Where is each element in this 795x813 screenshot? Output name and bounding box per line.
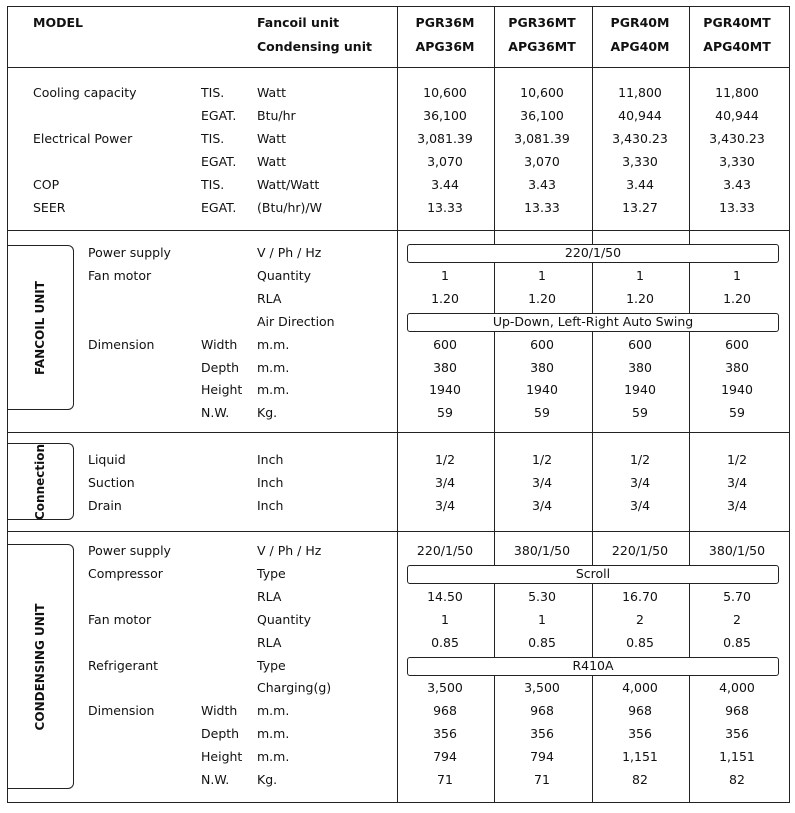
value-cell: 5.30 — [528, 588, 556, 604]
condensing-model-name: APG40MT — [703, 39, 771, 54]
row-unit: RLA — [257, 634, 282, 650]
value-cell: 1,151 — [719, 749, 755, 765]
row-unit: Type — [257, 657, 286, 673]
value-cell: 380 — [530, 359, 554, 375]
column-divider — [494, 6, 495, 803]
value-cell: 968 — [433, 703, 457, 719]
value-cell: 380/1/50 — [708, 543, 766, 558]
row-unit: Type — [257, 565, 286, 581]
value-cell: 4,000 — [719, 680, 755, 696]
row-unit: Kg. — [257, 772, 278, 787]
value-cell: 1/2 — [531, 452, 553, 467]
value-cell: 3,070 — [427, 153, 463, 169]
value-cell: 3,070 — [524, 153, 560, 169]
column-divider — [592, 6, 593, 803]
value-cell: 380/1/50 — [513, 543, 571, 558]
value-cell: 2 — [636, 611, 644, 627]
fancoil-model-name: PGR40M — [610, 15, 670, 30]
value-cell: 13.27 — [622, 199, 658, 215]
row-label: SEER — [33, 199, 66, 215]
value-cell: 356 — [725, 726, 749, 742]
row-label: Dimension — [88, 703, 155, 719]
value-cell: 3/4 — [434, 497, 456, 513]
row-unit: V / Ph / Hz — [257, 543, 322, 558]
value-cell: 1.20 — [431, 290, 459, 306]
row-sublabel: N.W. — [201, 772, 230, 787]
row-unit: Inch — [257, 452, 284, 467]
row-label: Cooling capacity — [33, 85, 137, 100]
condensing-unit-header: Condensing unit — [257, 39, 372, 54]
value-cell: 40,944 — [618, 107, 662, 123]
value-cell: 600 — [725, 336, 749, 352]
row-unit: Watt/Watt — [257, 176, 320, 192]
value-cell: 3.44 — [626, 176, 654, 192]
value-cell: 356 — [433, 726, 457, 742]
merged-value-cell: R410A — [407, 657, 779, 676]
connection-label-text: Connection — [33, 443, 47, 520]
value-cell: 3,430.23 — [709, 130, 765, 146]
column-divider — [397, 6, 398, 803]
value-cell: 0.85 — [431, 634, 459, 650]
value-cell: 1.20 — [723, 290, 751, 306]
row-sublabel: N.W. — [201, 405, 230, 421]
value-cell: 11,800 — [618, 85, 662, 100]
value-cell: 3.44 — [431, 176, 459, 192]
header-divider — [7, 67, 790, 68]
value-cell: 220/1/50 — [611, 543, 669, 558]
value-cell: 968 — [628, 703, 652, 719]
value-cell: 0.85 — [723, 634, 751, 650]
row-unit: Inch — [257, 474, 284, 490]
row-unit: (Btu/hr)/W — [257, 199, 322, 215]
row-unit: Quantity — [257, 611, 312, 627]
value-cell: 1 — [733, 267, 741, 283]
value-cell: 3/4 — [629, 474, 651, 490]
row-label: Power supply — [88, 245, 171, 260]
row-label: Electrical Power — [33, 130, 133, 146]
value-cell: 82 — [632, 772, 648, 787]
row-unit: m.m. — [257, 336, 290, 352]
row-sublabel: Height — [201, 749, 243, 765]
value-cell: 794 — [433, 749, 457, 765]
value-cell: 1/2 — [434, 452, 456, 467]
condensing-model-name: APG36MT — [508, 39, 576, 54]
value-cell: 3/4 — [629, 497, 651, 513]
value-cell: 3,081.39 — [417, 130, 473, 146]
row-unit: Btu/hr — [257, 107, 296, 123]
value-cell: 36,100 — [520, 107, 564, 123]
value-cell: 59 — [437, 405, 453, 421]
value-cell: 1.20 — [626, 290, 654, 306]
value-cell: 3/4 — [726, 474, 748, 490]
value-cell: 380 — [433, 359, 457, 375]
value-cell: 794 — [530, 749, 554, 765]
row-label: Suction — [88, 474, 135, 490]
value-cell: 1.20 — [528, 290, 556, 306]
value-cell: 356 — [530, 726, 554, 742]
merged-value-cell: Up-Down, Left-Right Auto Swing — [407, 313, 779, 332]
value-cell: 13.33 — [524, 199, 560, 215]
value-cell: 3.43 — [723, 176, 751, 192]
value-cell: 1 — [636, 267, 644, 283]
value-cell: 1 — [538, 267, 546, 283]
value-cell: 13.33 — [427, 199, 463, 215]
value-cell: 968 — [530, 703, 554, 719]
value-cell: 1/2 — [629, 452, 651, 467]
value-cell: 356 — [628, 726, 652, 742]
value-cell: 2 — [733, 611, 741, 627]
value-cell: 82 — [729, 772, 745, 787]
value-cell: 16.70 — [622, 588, 658, 604]
value-cell: 0.85 — [626, 634, 654, 650]
value-cell: 40,944 — [715, 107, 759, 123]
condensing-model-name: APG40M — [610, 39, 670, 54]
row-label: Refrigerant — [88, 657, 159, 673]
row-unit: Watt — [257, 153, 287, 169]
condensing-unit-label-text: CONDENSING UNIT — [33, 603, 47, 730]
row-label: Fan motor — [88, 611, 152, 627]
row-standard: EGAT. — [201, 107, 237, 123]
row-label: Compressor — [88, 565, 163, 581]
row-unit: V / Ph / Hz — [257, 245, 322, 260]
value-cell: 3/4 — [434, 474, 456, 490]
general-divider — [7, 230, 790, 231]
row-unit: m.m. — [257, 749, 290, 765]
value-cell: 10,600 — [520, 85, 564, 100]
row-unit: m.m. — [257, 703, 290, 719]
row-unit: m.m. — [257, 726, 290, 742]
fancoil-divider — [7, 432, 790, 433]
connection-label — [7, 443, 74, 520]
row-unit: RLA — [257, 290, 282, 306]
value-cell: 600 — [628, 336, 652, 352]
connection-divider — [7, 531, 790, 532]
row-unit: m.m. — [257, 359, 290, 375]
row-standard: TIS. — [201, 176, 225, 192]
value-cell: 14.50 — [427, 588, 463, 604]
value-cell: 59 — [729, 405, 745, 421]
fancoil-unit-header: Fancoil unit — [257, 15, 340, 30]
row-unit: Inch — [257, 497, 284, 513]
value-cell: 380 — [725, 359, 749, 375]
value-cell: 1 — [538, 611, 546, 627]
row-label: COP — [33, 176, 60, 192]
merged-value-cell: Scroll — [407, 565, 779, 584]
value-cell: 59 — [534, 405, 550, 421]
value-cell: 1 — [441, 267, 449, 283]
fancoil-model-name: PGR40MT — [703, 15, 771, 30]
value-cell: 3,081.39 — [514, 130, 570, 146]
row-sublabel: Width — [201, 336, 238, 352]
row-standard: EGAT. — [201, 199, 237, 215]
merged-value-cell: 220/1/50 — [407, 244, 779, 263]
value-cell: 1,151 — [622, 749, 658, 765]
row-label: Drain — [88, 497, 122, 513]
value-cell: 600 — [433, 336, 457, 352]
value-cell: 71 — [534, 772, 550, 787]
value-cell: 1 — [441, 611, 449, 627]
value-cell: 3/4 — [531, 497, 553, 513]
value-cell: 5.70 — [723, 588, 751, 604]
value-cell: 3.43 — [528, 176, 556, 192]
value-cell: 3/4 — [726, 497, 748, 513]
row-unit: Watt — [257, 85, 287, 100]
row-label: Power supply — [88, 543, 171, 558]
value-cell: 3,500 — [427, 680, 463, 696]
fancoil-unit-label-text: FANCOIL UNIT — [33, 280, 47, 375]
value-cell: 3/4 — [531, 474, 553, 490]
row-standard: EGAT. — [201, 153, 237, 169]
row-standard: TIS. — [201, 85, 225, 100]
value-cell: 4,000 — [622, 680, 658, 696]
value-cell: 10,600 — [423, 85, 467, 100]
value-cell: 1940 — [624, 382, 656, 398]
value-cell: 1940 — [429, 382, 461, 398]
value-cell: 1940 — [526, 382, 558, 398]
condensing-unit-label — [7, 544, 74, 789]
row-sublabel: Height — [201, 382, 243, 398]
fancoil-model-name: PGR36M — [415, 15, 475, 30]
value-cell: 36,100 — [423, 107, 467, 123]
row-standard: TIS. — [201, 130, 225, 146]
row-unit: Charging(g) — [257, 680, 332, 696]
value-cell: 1940 — [721, 382, 753, 398]
row-sublabel: Width — [201, 703, 238, 719]
value-cell: 600 — [530, 336, 554, 352]
row-label: Fan motor — [88, 267, 152, 283]
value-cell: 3,330 — [719, 153, 755, 169]
value-cell: 1/2 — [726, 452, 748, 467]
row-unit: Watt — [257, 130, 287, 146]
value-cell: 968 — [725, 703, 749, 719]
row-unit: Air Direction — [257, 313, 335, 329]
value-cell: 0.85 — [528, 634, 556, 650]
value-cell: 380 — [628, 359, 652, 375]
row-unit: m.m. — [257, 382, 290, 398]
row-label: Liquid — [88, 452, 126, 467]
model-header: MODEL — [33, 15, 83, 30]
condensing-model-name: APG36M — [415, 39, 475, 54]
value-cell: 3,500 — [524, 680, 560, 696]
row-unit: Kg. — [257, 405, 278, 421]
value-cell: 71 — [437, 772, 453, 787]
column-divider — [689, 6, 690, 803]
row-sublabel: Depth — [201, 359, 240, 375]
row-unit: Quantity — [257, 267, 312, 283]
value-cell: 3,430.23 — [612, 130, 668, 146]
fancoil-model-name: PGR36MT — [508, 15, 576, 30]
row-label: Dimension — [88, 336, 155, 352]
value-cell: 13.33 — [719, 199, 755, 215]
row-unit: RLA — [257, 588, 282, 604]
fancoil-unit-label — [7, 245, 74, 410]
value-cell: 220/1/50 — [416, 543, 474, 558]
value-cell: 11,800 — [715, 85, 759, 100]
spec-table-frame — [7, 6, 790, 803]
row-sublabel: Depth — [201, 726, 240, 742]
value-cell: 59 — [632, 405, 648, 421]
value-cell: 3,330 — [622, 153, 658, 169]
